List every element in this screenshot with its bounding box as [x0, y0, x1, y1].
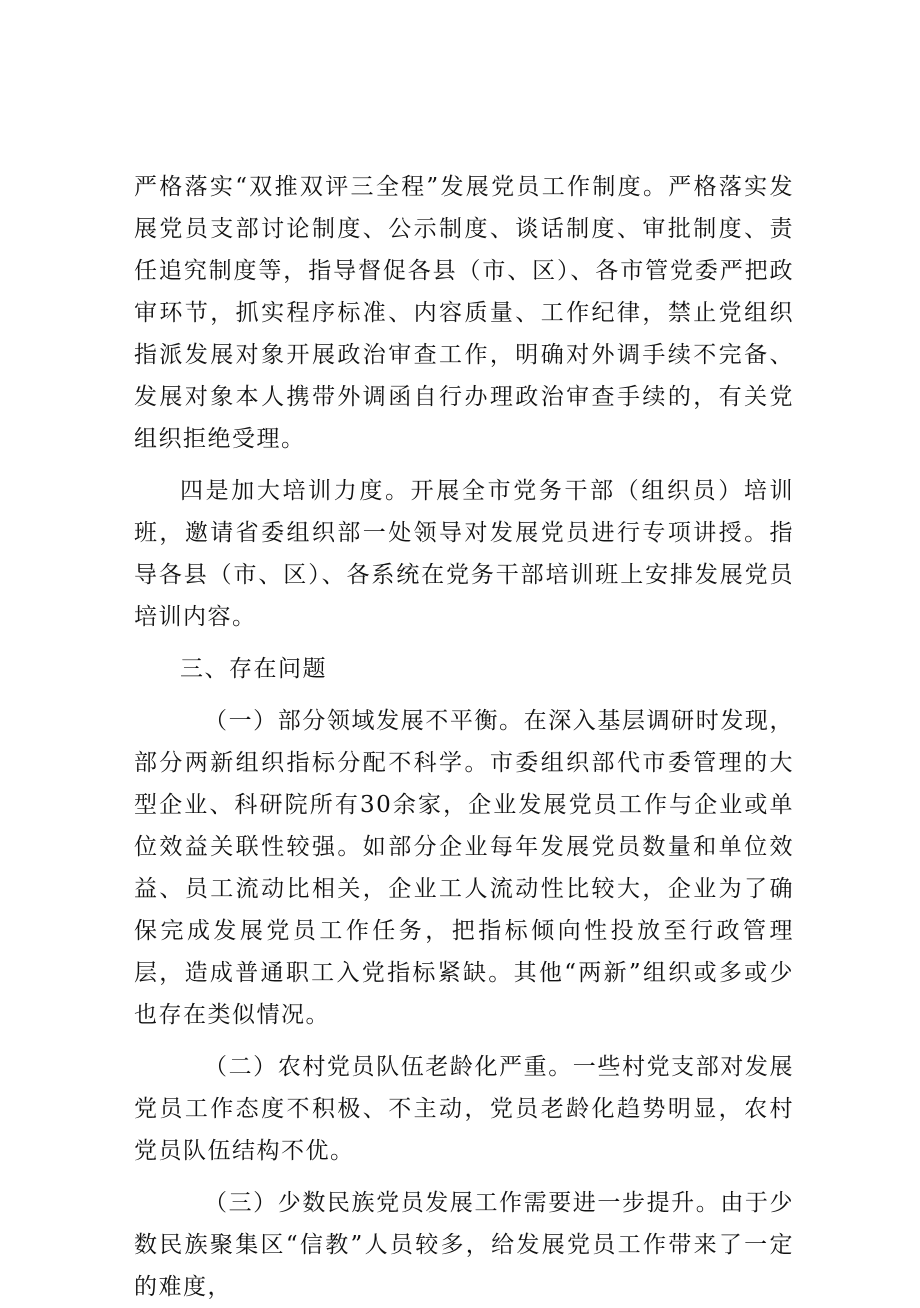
paragraph-problem-2: （二）农村党员队伍老龄化严重。一些村党支部对发展党员工作态度不积极、不主动，党员老龄化趋势明显，农村党员队伍结构不优。 [134, 1054, 794, 1164]
paragraph-problem-3: （三）少数民族党员发展工作需要进一步提升。由于少数民族聚集区“信教”人员较多，给发展党员工作带来了一定的难度， [134, 1190, 794, 1300]
document-body [134, 166, 794, 1308]
section-heading-existing-problems: 三、存在问题 [180, 656, 327, 682]
paragraph-problem-1: （一）部分领域发展不平衡。在深入基层调研时发现，部分两新组织指标分配不科学。市委组织部代市委管理的大型企业、科研院所有30余家，企业发展党员工作与企业或单位效益关联性较强。如部分企业每年发展党员数量和单位效益、员工流动比相关，企业工人流动性比较大，企业为了确保完成发展党员工作任务，把指标倾向性投放至行政管理层，造成普通职工入党指标紧缺。其他“两新”组织或多或少也存在类似情况。 [134, 708, 794, 1028]
paragraph-training: 四是加大培训力度。开展全市党务干部（组织员）培训班，邀请省委组织部一处领导对发展党员进行专项讲授。指导各县（市、区）、各系统在党务干部培训班上安排发展党员培训内容。 [134, 478, 794, 630]
paragraph-party-development-system: 严格落实“双推双评三全程”发展党员工作制度。严格落实发展党员支部讨论制度、公示制度、谈话制度、审批制度、责任追究制度等，指导督促各县（市、区）、各市管党委严把政审环节，抓实程序标准、内容质量、工作纪律，禁止党组织指派发展对象开展政治审查工作，明确对外调手续不完备、发展对象本人携带外调函自行办理政治审查手续的，有关党组织拒绝受理。 [134, 174, 794, 452]
